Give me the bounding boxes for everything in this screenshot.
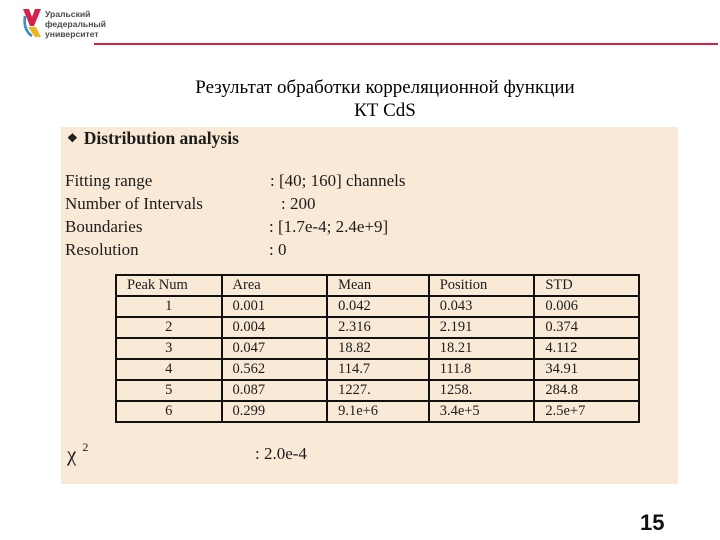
column-header: Mean [327,275,429,296]
table-cell: 6 [116,401,222,422]
table-row [116,401,639,422]
table-cell: 114.7 [327,359,429,380]
table-cell: 0.374 [534,317,639,338]
distribution-table [115,274,640,423]
column-header: STD [534,275,639,296]
logo-line: Уральский [45,9,91,19]
page-number: 15 [640,510,665,535]
param-label: Fitting range [65,171,153,190]
table-cell: 4.112 [534,338,639,359]
table-cell: 2.316 [327,317,429,338]
table-cell: 2 [116,317,222,338]
table-cell: 18.82 [327,338,429,359]
table-cell: 1 [116,296,222,317]
chi-squared-value: : 2.0e-4 [255,444,307,463]
table-row [116,338,639,359]
chi-power: 2 [82,440,89,454]
university-logo [22,8,142,40]
slide-title-line1: Результат обработки корреляционной функции [195,77,575,98]
diamond-bullet-icon: ❖ [67,131,78,145]
param-label: Resolution [65,240,139,259]
param-boundaries [65,217,389,237]
urfu-logo-icon [22,8,42,38]
column-header: Position [429,275,535,296]
param-fitting-range [65,171,406,191]
table-cell: 0.043 [429,296,535,317]
table-row [116,359,639,380]
header-divider [94,43,718,45]
table-cell: 0.087 [222,380,328,401]
param-value: : 200 [281,194,316,213]
param-value: : [40; 160] channels [270,171,406,190]
table-cell: 9.1e+6 [327,401,429,422]
table-cell: 2.191 [429,317,535,338]
panel-heading-text: Distribution analysis [83,128,239,148]
table-cell: 0.006 [534,296,639,317]
table-cell: 0.042 [327,296,429,317]
table-row [116,317,639,338]
table-cell: 0.562 [222,359,328,380]
table-cell: 3 [116,338,222,359]
table-cell: 5 [116,380,222,401]
table-row [116,380,639,401]
table-cell: 0.299 [222,401,328,422]
table-cell: 18.21 [429,338,535,359]
chi-squared-label [67,440,88,467]
table-cell: 1258. [429,380,535,401]
table-row [116,296,639,317]
table-cell: 4 [116,359,222,380]
table-cell: 111.8 [429,359,535,380]
table-header-row [116,275,639,296]
table-cell: 0.047 [222,338,328,359]
column-header: Area [222,275,328,296]
table-cell: 3.4e+5 [429,401,535,422]
table-cell: 284.8 [534,380,639,401]
table-cell: 0.001 [222,296,328,317]
slide-title [120,76,650,122]
column-header: Peak Num [116,275,222,296]
param-value: : 0 [269,240,287,259]
param-label: Number of Intervals [65,194,203,213]
table-cell: 34.91 [534,359,639,380]
chi-symbol: χ [67,442,77,466]
logo-line: федеральный [45,19,107,29]
table-cell: 2.5e+7 [534,401,639,422]
logo-line: университет [45,29,99,39]
panel-heading [67,128,239,149]
logo-text [45,9,106,39]
table-cell: 0.004 [222,317,328,338]
param-resolution [65,240,287,260]
param-number-of-intervals [65,194,316,214]
param-value: : [1.7e-4; 2.4e+9] [269,217,389,236]
param-label: Boundaries [65,217,143,236]
slide-title-line2: КТ CdS [354,100,416,121]
table-cell: 1227. [327,380,429,401]
distribution-panel [61,127,678,484]
